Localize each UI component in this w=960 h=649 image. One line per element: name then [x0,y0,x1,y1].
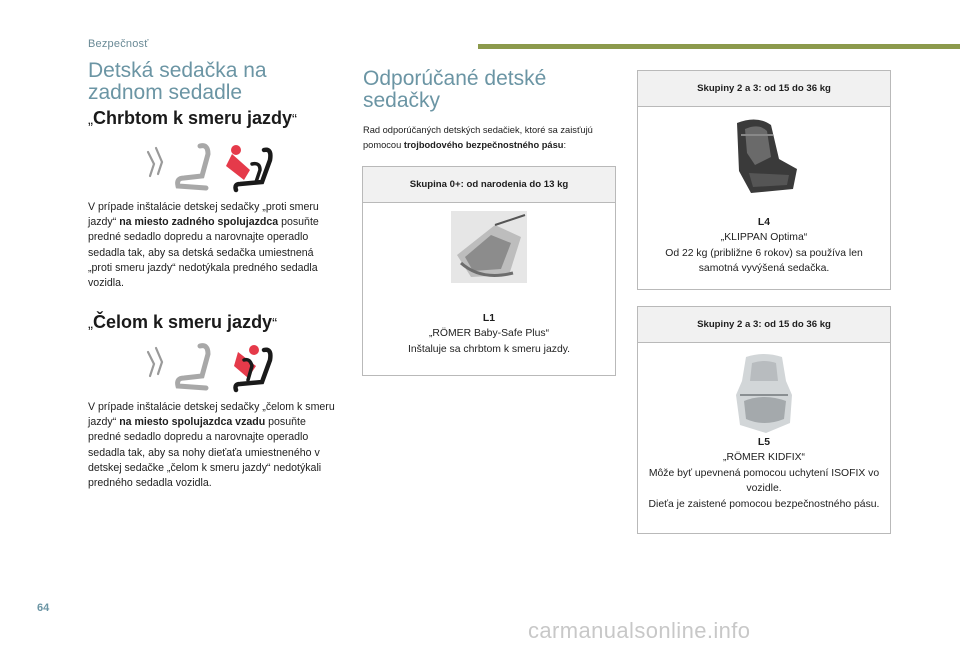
section-label: Bezpečnosť [88,38,149,50]
page-title: Detská sedačka na zadnom sedadle [88,59,267,104]
booster-seat-image [727,115,801,195]
seat-card-l4 [637,70,891,290]
baby-seat-image [451,211,527,283]
seat-code: L5 [757,437,771,448]
seat-model-name: „KLIPPAN Optima“ [720,232,808,244]
seat-code: L1 [482,313,496,324]
kidfix-seat-image [732,351,796,435]
seat-description-2: Dieťa je zaistené pomocou bezpečnostného pásu. [648,498,880,510]
seat-model-name: „RÖMER Baby-Safe Plus“ [428,328,550,340]
seat-code: L4 [757,217,771,228]
rear-facing-heading [88,108,297,129]
recommended-seats-title: Odporúčané detské sedačky [363,67,547,112]
quote-open: „ [88,315,93,332]
forward-facing-seat-pictogram [140,340,280,396]
rear-facing-paragraph: V prípade inštalácie detskej sedačky „proti smeru jazdy“ na miesto zadného spolujazdca posuňte predné sedadlo dopredu a narovnajte operadlo sedadla tak, aby sa detská sedačka umiestnená „proti smeru jazdy“ nedotýkala predného sedadla vozidla. [88,201,319,290]
section-accent-bar [478,44,960,49]
seat-card-text [638,435,890,512]
quote-open: „ [88,111,93,128]
seat-description: Od 22 kg (približne 6 rokov) sa používa len samotná vyvýšená sedačka. [665,247,863,275]
forward-facing-emphasis: na miesto spolujazdca vzadu [119,416,266,429]
page-number: 64 [37,602,50,614]
seat-card-text [638,215,890,277]
seat-card-header: Skupiny 2 a 3: od 15 do 36 kg [638,307,890,343]
forward-facing-paragraph: V prípade inštalácie detskej sedačky „čelom k smeru jazdy“ na miesto spolujazdca vzadu posuňte predné sedadlo dopredu a narovnajte operadlo sedadla tak, aby sa nohy dieťaťa umiestneného v detskej sedačke „čelom k smeru jazdy“ nedotýkali predného sedadla vozidla. [88,401,335,490]
seat-description: Inštaluje sa chrbtom k smeru jazdy. [407,343,571,355]
watermark: carmanualsonline.info [528,618,751,643]
forward-facing-heading [88,312,277,333]
rear-facing-heading-text: Chrbtom k smeru jazdy [93,108,293,128]
seat-card-header: Skupina 0+: od narodenia do 13 kg [363,167,615,203]
seat-model-name: „RÖMER KIDFIX“ [723,452,805,464]
seat-card-text [363,311,615,357]
intro-emphasis: trojbodového bezpečnostného pásu [403,140,564,150]
seat-card-header: Skupiny 2 a 3: od 15 do 36 kg [638,71,890,107]
quote-close: “ [272,315,278,332]
quote-close: “ [292,111,298,128]
seat-card-l1 [362,166,616,376]
seat-card-l5 [637,306,891,534]
recommended-seats-intro: Rad odporúčaných detských sedačiek, ktoré sa zaisťujú pomocou trojbodového bezpečnostného pásu: [363,125,593,150]
rear-facing-emphasis: na miesto zadného spolujazdca [119,216,279,229]
forward-facing-heading-text: Čelom k smeru jazdy [93,312,273,332]
seat-description: Môže byť upevnená pomocou uchytení ISOFIX vo vozidle. [648,467,880,495]
rear-facing-seat-pictogram [140,140,280,196]
